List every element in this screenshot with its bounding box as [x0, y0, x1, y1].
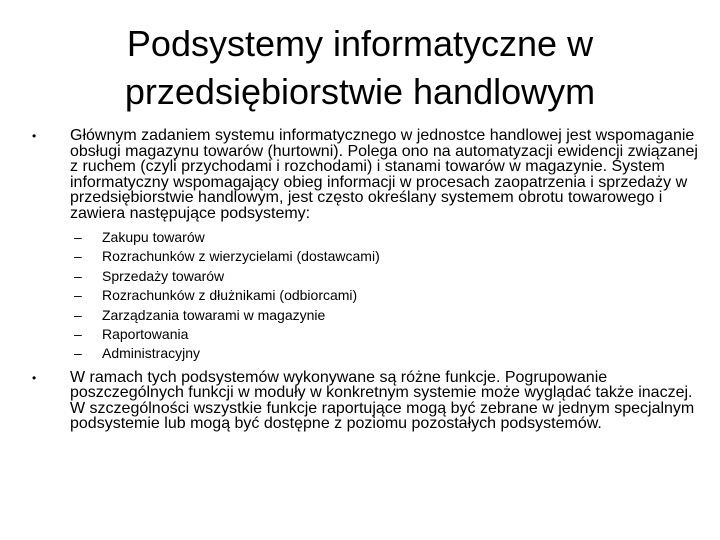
bullet-text: W ramach tych podsystemów wykonywane są różne funkcje. Pogrupowanie poszczególnych funkcji w moduły w konkretnym systemie może wyglądać także inaczej. W szczególności wszystkie funkcje raportujące mogą być zebrane w jednym specjalnym podsystemie lub mogą być dostępne z poziomu pozostałych podsystemów. — [70, 368, 695, 433]
subsystem-item: – Sprzedaży towarów — [74, 267, 225, 284]
subsystem-item: – Raportowania — [74, 326, 189, 343]
subsystem-item: – Administracyjny — [74, 345, 201, 362]
bullet-item — [28, 370, 700, 432]
slide-content — [28, 128, 700, 432]
subsystem-item: – Rozrachunków z wierzycielami (dostawcami) — [74, 248, 380, 265]
bullet-text: Głównym zadaniem systemu informatycznego w jednostce handlowej jest wspomaganie obsługi magazynu towarów (hurtowni). Polega ono na automatyzacji ewidencji związanej z ruchem (czyli przychodami i rozchodami) i stanami towarów w magazynie. System informatyczny wspomagający obieg informacji w procesach zaopatrzenia i sprzedaży w przedsiębiorstwie handlowym, jest często określany systemem obrotu towarowego i zawiera następujące podsystemy: — [70, 127, 698, 222]
bullet-item — [28, 128, 700, 221]
subsystem-item: – Zakupu towarów — [74, 229, 205, 245]
bullet-marker: • — [32, 370, 37, 385]
subsystem-item: – Rozrachunków z dłużnikami (odbiorcami) — [74, 287, 358, 304]
slide-title: Podsystemy informatyczne w przedsiębiorstwie handlowym — [124, 23, 596, 112]
subsystem-item: – Zarządzania towarami w magazynie — [74, 306, 326, 323]
bullet-marker: • — [32, 129, 37, 143]
subsystem-list — [74, 228, 700, 364]
